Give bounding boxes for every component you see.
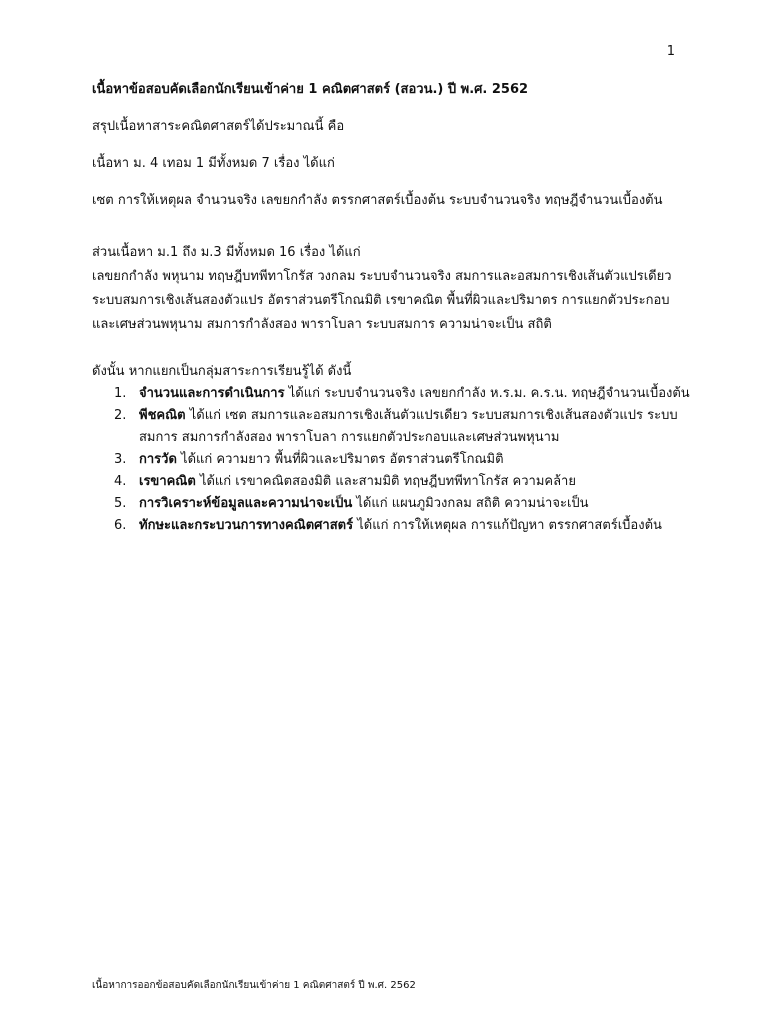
groups-section [92, 361, 692, 537]
intro-text: สรุปเนื้อหาสาระคณิตศาสตร์ได้ประมาณนี้ คือ [92, 119, 345, 134]
m1-m3-line: และเศษส่วนพหุนาม สมการกำลังสอง พาราโบลา ระบบสมการ ความน่าจะเป็น สถิติ [92, 317, 552, 332]
list-item-number: 5. [114, 496, 127, 511]
list-item [114, 405, 692, 449]
m1-m3-line: ระบบสมการเชิงเส้นสองตัวแปร อัตราส่วนตรีโกณมิติ เรขาคณิต พื้นที่ผิวและปริมาตร การแยกตัวประกอบ [92, 293, 670, 308]
list-item-number: 4. [114, 474, 127, 489]
list-item-name: ทักษะและกระบวนการทางคณิตศาสตร์ [139, 518, 354, 533]
list-item [114, 383, 692, 405]
list-item-text: ได้แก่ เรขาคณิตสองมิติ และสามมิติ ทฤษฎีบทพีทาโกรัส ความคล้าย [195, 474, 576, 489]
list-item [114, 449, 692, 471]
m1-m3-line: เลขยกกำลัง พหุนาม ทฤษฎีบทพีทาโกรัส วงกลม ระบบจำนวนจริง สมการและอสมการเชิงเส้นตัวแปรเดียว [92, 269, 672, 284]
m1-m3-heading: ส่วนเนื้อหา ม.1 ถึง ม.3 มีทั้งหมด 16 เรื่อง ได้แก่ [92, 245, 361, 260]
m4-heading: เนื้อหา ม. 4 เทอม 1 มีทั้งหมด 7 เรื่อง ได้แก่ [92, 156, 335, 171]
list-item-text: ได้แก่ แผนภูมิวงกลม สถิติ ความน่าจะเป็น [352, 496, 589, 511]
page-footer: เนื้อหาการออกข้อสอบคัดเลือกนักเรียนเข้าค่าย 1 คณิตศาสตร์ ปี พ.ศ. 2562 [92, 980, 416, 991]
document-title: เนื้อหาข้อสอบคัดเลือกนักเรียนเข้าค่าย 1 คณิตศาสตร์ (สอวน.) ปี พ.ศ. 2562 [92, 82, 529, 97]
list-item [114, 471, 692, 493]
m1-m3-section [92, 241, 692, 337]
list-item-number: 6. [114, 518, 127, 533]
list-item-text: ได้แก่ ความยาว พื้นที่ผิวและปริมาตร อัตราส่วนตรีโกณมิติ [176, 452, 504, 467]
list-item-number: 1. [114, 386, 127, 401]
list-item-number: 3. [114, 452, 127, 467]
list-item-text: ได้แก่ ระบบจำนวนจริง เลขยกกำลัง ห.ร.ม. ค.ร.น. ทฤษฎีจำนวนเบื้องต้น [284, 386, 690, 401]
groups-list [92, 383, 692, 537]
list-item-name: จำนวนและการดำเนินการ [139, 386, 285, 401]
list-item-name: เรขาคณิต [139, 474, 196, 489]
list-item-name: การวิเคราะห์ข้อมูลและความน่าจะเป็น [139, 496, 353, 511]
list-item-number: 2. [114, 408, 127, 423]
m4-topics: เซต การให้เหตุผล จำนวนจริง เลขยกกำลัง ตรรกศาสตร์เบื้องต้น ระบบจำนวนจริง ทฤษฎีจำนวนเบื้องต้น [92, 193, 663, 208]
list-item [114, 493, 692, 515]
document-body [92, 80, 692, 537]
list-item-text: ได้แก่ เซต สมการและอสมการเชิงเส้นตัวแปรเดียว ระบบสมการเชิงเส้นสองตัวแปร ระบบสมการ สมการกำลังสอง พาราโบลา การแยกตัวประกอบและเศษส่วนพหุนาม [139, 408, 678, 445]
page-number: 1 [666, 44, 675, 59]
list-item-name: การวัด [139, 452, 177, 467]
list-item-text: ได้แก่ การให้เหตุผล การแก้ปัญหา ตรรกศาสตร์เบื้องต้น [353, 518, 662, 533]
list-item-name: พีชคณิต [139, 408, 186, 423]
groups-heading: ดังนั้น หากแยกเป็นกลุ่มสาระการเรียนรู้ได้ ดังนี้ [92, 364, 352, 379]
list-item [114, 515, 692, 537]
